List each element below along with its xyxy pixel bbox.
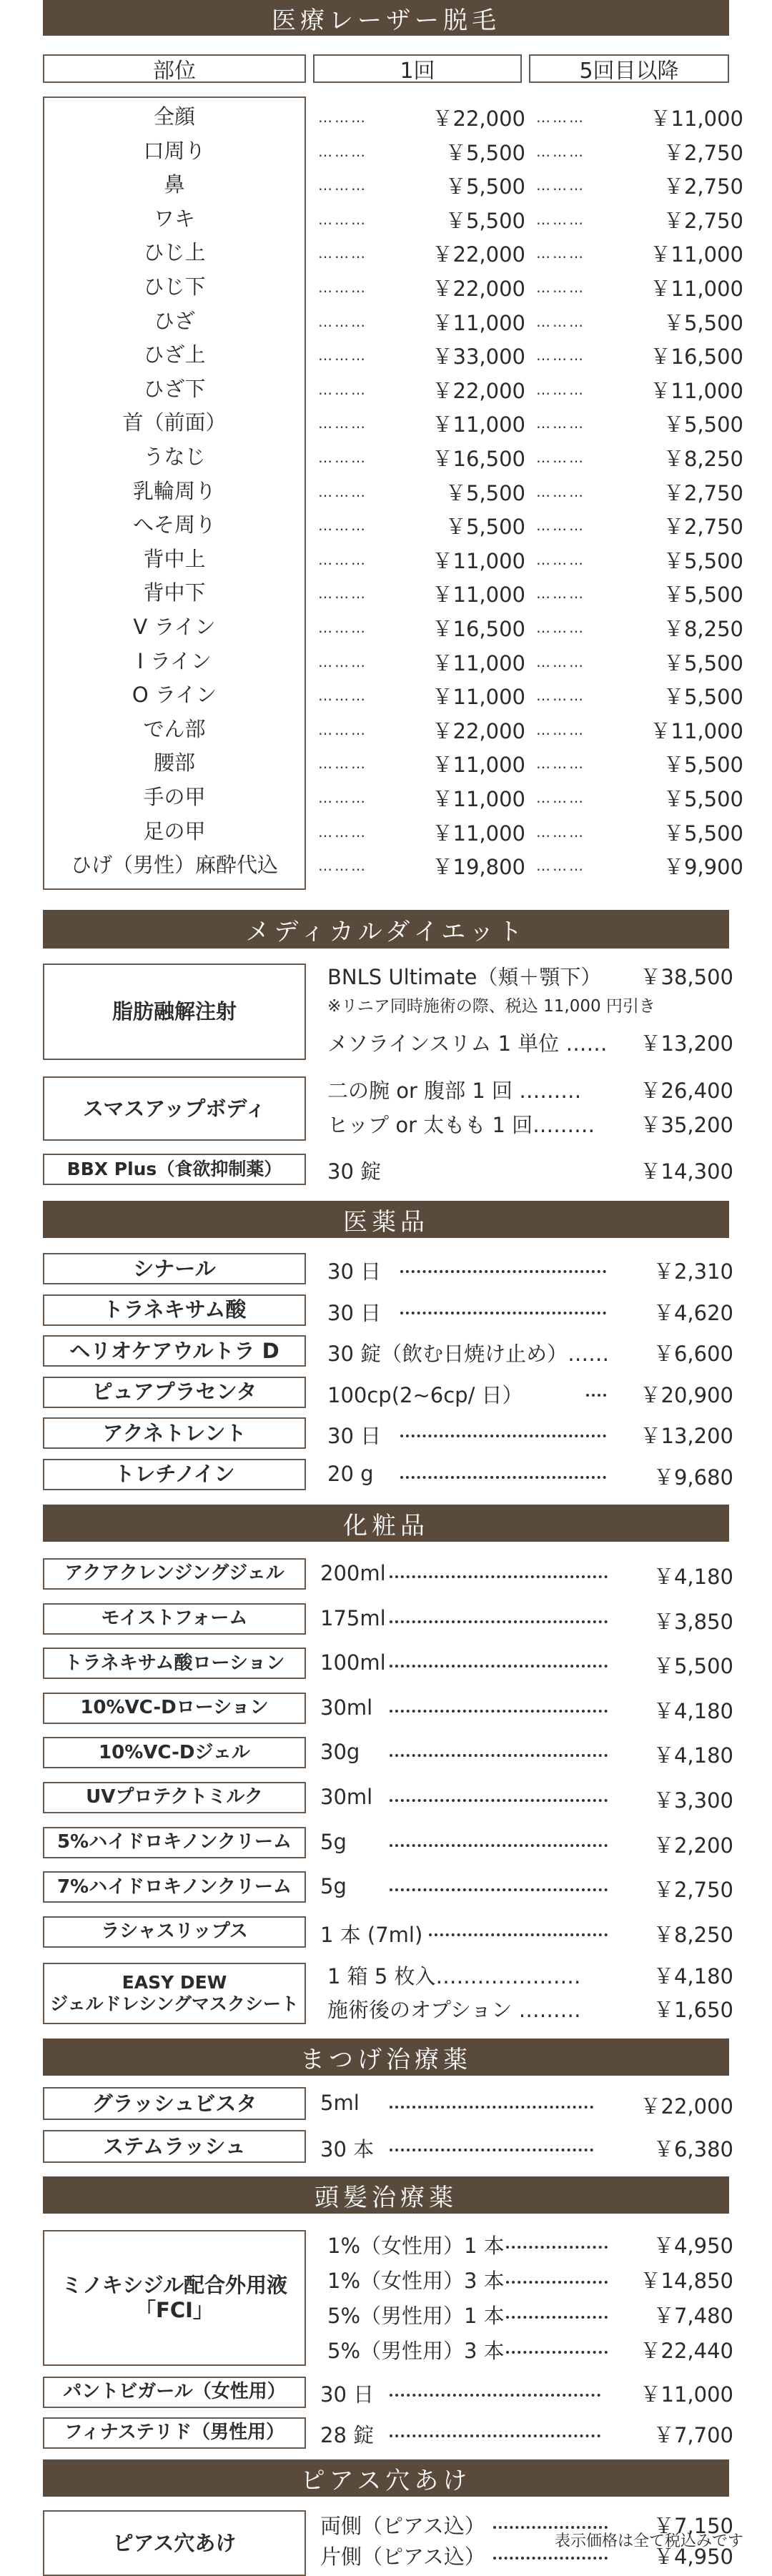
- laser-dots-5x-10: ………: [536, 449, 585, 466]
- lash-name-0: グラッシュビスタ: [43, 2087, 306, 2120]
- minoxidil-label-line2: 「FCI」: [135, 2298, 214, 2322]
- cosmetics-name-6: 5%ハイドロキノンクリーム: [43, 1827, 306, 1858]
- cosmetics-qty-1: 175ml: [320, 1605, 386, 1630]
- laser-price-5x-9: ￥5,500: [663, 412, 743, 437]
- laser-part-17: O ライン: [132, 683, 217, 708]
- bbx-qty: 30 錠: [327, 1159, 382, 1184]
- medicine-name-5: トレチノイン: [43, 1459, 306, 1490]
- minoxidil-item-2: 5%（男性用）1 本: [327, 2304, 505, 2328]
- laser-part-19: 腰部: [153, 750, 195, 776]
- smas-item-2: ヒップ or 太もも 1 回………: [327, 1113, 595, 1137]
- cosmetics-price-5: ￥3,300: [653, 1788, 733, 1813]
- laser-part-20: 手の甲: [143, 785, 206, 809]
- laser-price-1x-3: ￥5,500: [445, 208, 525, 233]
- easy-dew-item-1: 1 箱 5 枚入…………………: [327, 1964, 581, 1988]
- minoxidil-leader-2: [506, 2316, 608, 2319]
- piercing-leader-1: [493, 2557, 608, 2560]
- laser-price-5x-5: ￥11,000: [650, 277, 743, 301]
- laser-price-5x-8: ￥11,000: [650, 378, 743, 403]
- cosmetics-qty-2: 100ml: [320, 1650, 386, 1675]
- laser-dots-5x-8: ………: [536, 380, 585, 398]
- piercing-item-1: 片側（ピアス込）: [320, 2545, 485, 2569]
- laser-dots-1x-22: ………: [318, 857, 367, 875]
- medicine-price-0: ￥2,310: [653, 1259, 733, 1284]
- easy-dew-label-line1: EASY DEW: [122, 1972, 227, 1993]
- laser-price-1x-8: ￥22,000: [432, 378, 525, 403]
- cosmetics-qty-7: 5g: [320, 1874, 347, 1899]
- section-title-diet: メディカルダイエット: [43, 910, 729, 948]
- laser-price-1x-17: ￥11,000: [432, 685, 525, 710]
- laser-price-1x-1: ￥5,500: [445, 140, 525, 165]
- laser-price-1x-9: ￥11,000: [432, 412, 525, 437]
- laser-dots-5x-16: ………: [536, 653, 585, 670]
- cosmetics-leader-2: [390, 1665, 608, 1668]
- cosmetics-qty-5: 30ml: [320, 1785, 373, 1809]
- laser-dots-5x-7: ………: [536, 347, 585, 365]
- laser-part-0: 全顔: [153, 104, 195, 129]
- medicine-qty-0: 30 日: [327, 1259, 382, 1284]
- footer-note: 表示価格は全て税込みです: [554, 2532, 743, 2550]
- hair-qty-1: 28 錠: [320, 2423, 375, 2447]
- minoxidil-price-0: ￥4,950: [653, 2234, 733, 2258]
- laser-dots-1x-12: ………: [318, 517, 367, 535]
- fat-injection-label: 脂肪融解注射: [43, 963, 306, 1060]
- section-title-cosmetics: 化粧品: [43, 1505, 729, 1542]
- laser-price-1x-6: ￥11,000: [432, 310, 525, 335]
- piercing-label: ピアス穴あけ: [43, 2510, 306, 2576]
- laser-price-5x-1: ￥2,750: [663, 140, 743, 165]
- laser-part-6: ひざ: [153, 308, 195, 333]
- easy-dew-label-line2: ジェルドレシングマスクシート: [50, 1993, 299, 2014]
- medicine-leader-4: [400, 1435, 606, 1437]
- medicine-price-4: ￥13,200: [640, 1424, 733, 1448]
- laser-price-5x-13: ￥5,500: [663, 548, 743, 573]
- cosmetics-leader-5: [390, 1799, 608, 1802]
- header-part: 部位: [43, 54, 306, 83]
- laser-dots-5x-0: ………: [536, 109, 585, 126]
- bnls-item: BNLS Ultimate（頬＋顎下）: [327, 965, 602, 989]
- piercing-price-0: ￥7,150: [653, 2514, 733, 2538]
- laser-dots-1x-13: ………: [318, 550, 367, 568]
- laser-price-1x-22: ￥19,800: [432, 855, 525, 880]
- medicine-qty-2: 30 錠（飲む日焼け止め）……: [327, 1342, 610, 1366]
- header-5x: 5回目以降: [529, 54, 729, 83]
- laser-dots-5x-6: ………: [536, 312, 585, 330]
- hair-leader-1: [390, 2434, 600, 2437]
- laser-price-1x-10: ￥16,500: [432, 447, 525, 471]
- cosmetics-leader-0: [390, 1575, 608, 1578]
- laser-dots-1x-19: ………: [318, 755, 367, 773]
- laser-part-18: でん部: [143, 716, 206, 741]
- cosmetics-name-7: 7%ハイドロキノンクリーム: [43, 1871, 306, 1903]
- laser-part-11: 乳輪周り: [132, 478, 216, 503]
- hair-name-1: フィナステリド（男性用）: [43, 2417, 306, 2449]
- lash-price-1: ￥6,380: [653, 2137, 733, 2161]
- easy-dew-item-2: 施術後のオプション ………: [327, 1998, 581, 2022]
- meso-price: ￥13,200: [640, 1031, 733, 1056]
- laser-dots-1x-7: ………: [318, 347, 367, 365]
- medicine-name-3: ピュアプラセンタ: [43, 1377, 306, 1408]
- header-1x: 1回: [313, 54, 522, 83]
- minoxidil-item-1: 1%（女性用）3 本: [327, 2269, 505, 2293]
- medicine-qty-3: 100cp(2~6cp/ 日）: [327, 1382, 523, 1407]
- laser-price-5x-0: ￥11,000: [650, 106, 743, 131]
- laser-price-5x-17: ￥5,500: [663, 685, 743, 710]
- laser-dots-5x-12: ………: [536, 517, 585, 535]
- laser-part-5: ひじ下: [143, 274, 206, 299]
- laser-price-5x-18: ￥11,000: [650, 718, 743, 743]
- laser-price-5x-3: ￥2,750: [663, 208, 743, 233]
- cosmetics-price-1: ￥3,850: [653, 1609, 733, 1634]
- laser-part-1: 口周り: [143, 138, 206, 163]
- hair-price-1: ￥7,700: [653, 2423, 733, 2447]
- laser-price-5x-14: ￥5,500: [663, 583, 743, 608]
- laser-dots-5x-4: ………: [536, 244, 585, 262]
- cosmetics-leader-7: [390, 1888, 608, 1891]
- medicine-leader-5: [400, 1476, 606, 1479]
- cosmetics-qty-3: 30ml: [320, 1695, 373, 1720]
- minoxidil-label: [43, 2230, 306, 2366]
- lash-leader-0: [390, 2106, 593, 2109]
- smas-label: スマスアップボディ: [43, 1076, 306, 1141]
- laser-dots-5x-17: ………: [536, 687, 585, 705]
- laser-price-5x-21: ￥5,500: [663, 821, 743, 846]
- laser-dots-5x-2: ………: [536, 177, 585, 194]
- laser-price-5x-10: ￥8,250: [663, 447, 743, 471]
- minoxidil-leader-1: [506, 2281, 608, 2284]
- section-title-lash: まつげ治療薬: [43, 2038, 729, 2076]
- laser-dots-5x-18: ………: [536, 720, 585, 738]
- cosmetics-name-5: UVプロテクトミルク: [43, 1782, 306, 1813]
- laser-dots-1x-4: ………: [318, 244, 367, 262]
- cosmetics-qty-4: 30g: [320, 1740, 360, 1765]
- laser-dots-1x-3: ………: [318, 210, 367, 228]
- section-title-laser: 医療レーザー脱毛: [43, 0, 729, 36]
- laser-price-1x-2: ￥5,500: [445, 174, 525, 199]
- laser-price-1x-20: ￥11,000: [432, 787, 525, 811]
- laser-dots-5x-20: ………: [536, 789, 585, 806]
- smas-item-1: 二の腕 or 腹部 1 回 ………: [327, 1079, 582, 1103]
- medicine-qty-4: 30 日: [327, 1424, 382, 1448]
- cosmetics-price-3: ￥4,180: [653, 1698, 733, 1723]
- laser-dots-5x-22: ………: [536, 857, 585, 875]
- cosmetics-name-1: モイストフォーム: [43, 1603, 306, 1635]
- laser-price-5x-20: ￥5,500: [663, 787, 743, 811]
- medicine-name-2: ヘリオケアウルトラ D: [43, 1335, 306, 1367]
- laser-price-5x-7: ￥16,500: [650, 345, 743, 370]
- lash-price-0: ￥22,000: [640, 2094, 733, 2119]
- easy-dew-price-1: ￥4,180: [653, 1964, 733, 1988]
- cosmetics-name-0: アクアクレンジングジェル: [43, 1558, 306, 1590]
- minoxidil-leader-3: [506, 2351, 608, 2354]
- laser-price-1x-16: ￥11,000: [432, 650, 525, 675]
- minoxidil-price-2: ￥7,480: [653, 2304, 733, 2328]
- section-title-medicine: 医薬品: [43, 1201, 729, 1238]
- laser-dots-1x-15: ………: [318, 619, 367, 636]
- cosmetics-price-8: ￥8,250: [653, 1922, 733, 1947]
- medicine-leader-0: [400, 1270, 606, 1273]
- meso-item: メソラインスリム 1 単位 ……: [327, 1031, 608, 1056]
- medicine-price-2: ￥6,600: [653, 1342, 733, 1366]
- laser-dots-5x-19: ………: [536, 755, 585, 773]
- section-title-hair: 頭髪治療薬: [43, 2176, 729, 2214]
- medicine-leader-3: [586, 1394, 606, 1397]
- laser-part-10: うなじ: [143, 445, 206, 469]
- laser-price-1x-15: ￥16,500: [432, 617, 525, 641]
- hair-price-0: ￥11,000: [640, 2382, 733, 2407]
- laser-price-1x-5: ￥22,000: [432, 277, 525, 301]
- laser-part-15: V ライン: [133, 615, 216, 639]
- hair-qty-0: 30 日: [320, 2382, 375, 2407]
- easy-dew-label: [43, 1963, 306, 2024]
- laser-price-1x-4: ￥22,000: [432, 242, 525, 267]
- lash-name-1: ステムラッシュ: [43, 2130, 306, 2163]
- laser-price-5x-2: ￥2,750: [663, 174, 743, 199]
- laser-dots-1x-10: ………: [318, 449, 367, 466]
- smas-price-2: ￥35,200: [640, 1113, 733, 1137]
- laser-dots-1x-9: ………: [318, 415, 367, 432]
- bbx-label: BBX Plus（食欲抑制薬）: [43, 1154, 306, 1185]
- section-title-piercing: ピアス穴あけ: [43, 2459, 729, 2497]
- cosmetics-name-3: 10%VC-Dローション: [43, 1693, 306, 1724]
- cosmetics-price-0: ￥4,180: [653, 1565, 733, 1589]
- cosmetics-leader-8: [429, 1933, 608, 1936]
- piercing-price-1: ￥4,950: [653, 2545, 733, 2569]
- laser-dots-5x-9: ………: [536, 415, 585, 432]
- cosmetics-leader-6: [390, 1844, 608, 1847]
- easy-dew-price-2: ￥1,650: [653, 1998, 733, 2022]
- medicine-name-4: アクネトレント: [43, 1417, 306, 1449]
- laser-part-14: 背中下: [143, 580, 206, 605]
- laser-price-1x-18: ￥22,000: [432, 718, 525, 743]
- cosmetics-name-2: トラネキサム酸ローション: [43, 1648, 306, 1679]
- laser-price-5x-16: ￥5,500: [663, 650, 743, 675]
- laser-dots-1x-14: ………: [318, 585, 367, 603]
- laser-price-1x-12: ￥5,500: [445, 515, 525, 540]
- cosmetics-qty-0: 200ml: [320, 1561, 386, 1585]
- laser-price-1x-0: ￥22,000: [432, 106, 525, 131]
- minoxidil-label-line1: ミノキシジル配合外用液: [61, 2273, 288, 2298]
- laser-price-5x-6: ￥5,500: [663, 310, 743, 335]
- cosmetics-price-4: ￥4,180: [653, 1743, 733, 1768]
- laser-dots-1x-6: ………: [318, 312, 367, 330]
- piercing-item-0: 両側（ピアス込）: [320, 2514, 485, 2538]
- laser-price-5x-12: ￥2,750: [663, 515, 743, 540]
- laser-part-8: ひざ下: [143, 376, 206, 401]
- laser-part-13: 背中上: [143, 546, 206, 571]
- minoxidil-item-3: 5%（男性用）3 本: [327, 2339, 505, 2363]
- laser-dots-5x-1: ………: [536, 142, 585, 160]
- medicine-price-1: ￥4,620: [653, 1300, 733, 1325]
- laser-price-5x-19: ￥5,500: [663, 753, 743, 778]
- minoxidil-leader-0: [506, 2246, 608, 2249]
- laser-price-1x-14: ￥11,000: [432, 583, 525, 608]
- laser-dots-5x-13: ………: [536, 550, 585, 568]
- laser-dots-5x-5: ………: [536, 279, 585, 296]
- cosmetics-price-7: ￥2,750: [653, 1878, 733, 1903]
- hair-name-0: パントビガール（女性用）: [43, 2377, 306, 2408]
- laser-price-1x-21: ￥11,000: [432, 821, 525, 846]
- lash-qty-0: 5ml: [320, 2091, 360, 2115]
- laser-part-21: 足の甲: [143, 818, 206, 843]
- cosmetics-leader-1: [390, 1620, 608, 1623]
- laser-dots-5x-15: ………: [536, 619, 585, 636]
- laser-dots-5x-11: ………: [536, 482, 585, 500]
- minoxidil-price-3: ￥22,440: [640, 2339, 733, 2363]
- laser-dots-1x-0: ………: [318, 109, 367, 126]
- medicine-name-0: シナール: [43, 1253, 306, 1284]
- medicine-qty-5: 20 g: [327, 1461, 374, 1486]
- minoxidil-price-1: ￥14,850: [640, 2269, 733, 2293]
- medicine-price-5: ￥9,680: [653, 1465, 733, 1490]
- laser-price-5x-4: ￥11,000: [650, 242, 743, 267]
- laser-dots-1x-11: ………: [318, 482, 367, 500]
- bnls-price: ￥38,500: [640, 965, 733, 989]
- laser-dots-1x-17: ………: [318, 687, 367, 705]
- lash-qty-1: 30 本: [320, 2137, 375, 2161]
- laser-dots-1x-16: ………: [318, 653, 367, 670]
- laser-part-4: ひじ上: [143, 240, 206, 265]
- lash-leader-1: [390, 2149, 593, 2151]
- laser-part-16: I ライン: [137, 648, 212, 673]
- cosmetics-name-8: ラシャスリップス: [43, 1916, 306, 1948]
- laser-price-5x-15: ￥8,250: [663, 617, 743, 641]
- laser-dots-1x-1: ………: [318, 142, 367, 160]
- cosmetics-qty-8: 1 本 (7ml): [320, 1922, 423, 1947]
- cosmetics-price-6: ￥2,200: [653, 1833, 733, 1858]
- cosmetics-leader-3: [390, 1710, 608, 1713]
- minoxidil-item-0: 1%（女性用）1 本: [327, 2234, 505, 2258]
- laser-dots-1x-5: ………: [318, 279, 367, 296]
- medicine-leader-1: [400, 1312, 606, 1314]
- laser-part-2: 鼻: [164, 172, 185, 197]
- laser-price-1x-7: ￥33,000: [432, 345, 525, 370]
- laser-price-1x-19: ￥11,000: [432, 753, 525, 778]
- medicine-price-3: ￥20,900: [640, 1382, 733, 1407]
- hair-leader-0: [390, 2394, 600, 2397]
- cosmetics-price-2: ￥5,500: [653, 1654, 733, 1679]
- laser-dots-1x-2: ………: [318, 177, 367, 194]
- laser-part-7: ひざ上: [143, 342, 206, 367]
- laser-price-5x-11: ￥2,750: [663, 480, 743, 505]
- bnls-note: ※リニア同時施術の際、税込 11,000 円引き: [327, 997, 655, 1016]
- laser-part-9: 首（前面）: [122, 410, 227, 435]
- laser-price-5x-22: ￥9,900: [663, 855, 743, 880]
- laser-price-1x-13: ￥11,000: [432, 548, 525, 573]
- medicine-name-1: トラネキサム酸: [43, 1294, 306, 1326]
- laser-dots-1x-21: ………: [318, 823, 367, 841]
- cosmetics-name-4: 10%VC-Dジェル: [43, 1737, 306, 1768]
- smas-price-1: ￥26,400: [640, 1079, 733, 1103]
- bbx-price: ￥14,300: [640, 1159, 733, 1184]
- laser-dots-1x-8: ………: [318, 380, 367, 398]
- laser-dots-1x-18: ………: [318, 720, 367, 738]
- laser-dots-5x-3: ………: [536, 210, 585, 228]
- medicine-qty-1: 30 日: [327, 1300, 382, 1325]
- laser-price-1x-11: ￥5,500: [445, 480, 525, 505]
- laser-part-22: ひげ（男性）麻酔代込: [70, 853, 278, 878]
- laser-part-3: ワキ: [153, 206, 195, 231]
- cosmetics-leader-4: [390, 1754, 608, 1757]
- laser-part-12: へそ周り: [132, 512, 216, 538]
- cosmetics-qty-6: 5g: [320, 1829, 347, 1854]
- laser-dots-5x-21: ………: [536, 823, 585, 841]
- laser-dots-1x-20: ………: [318, 789, 367, 806]
- laser-dots-5x-14: ………: [536, 585, 585, 603]
